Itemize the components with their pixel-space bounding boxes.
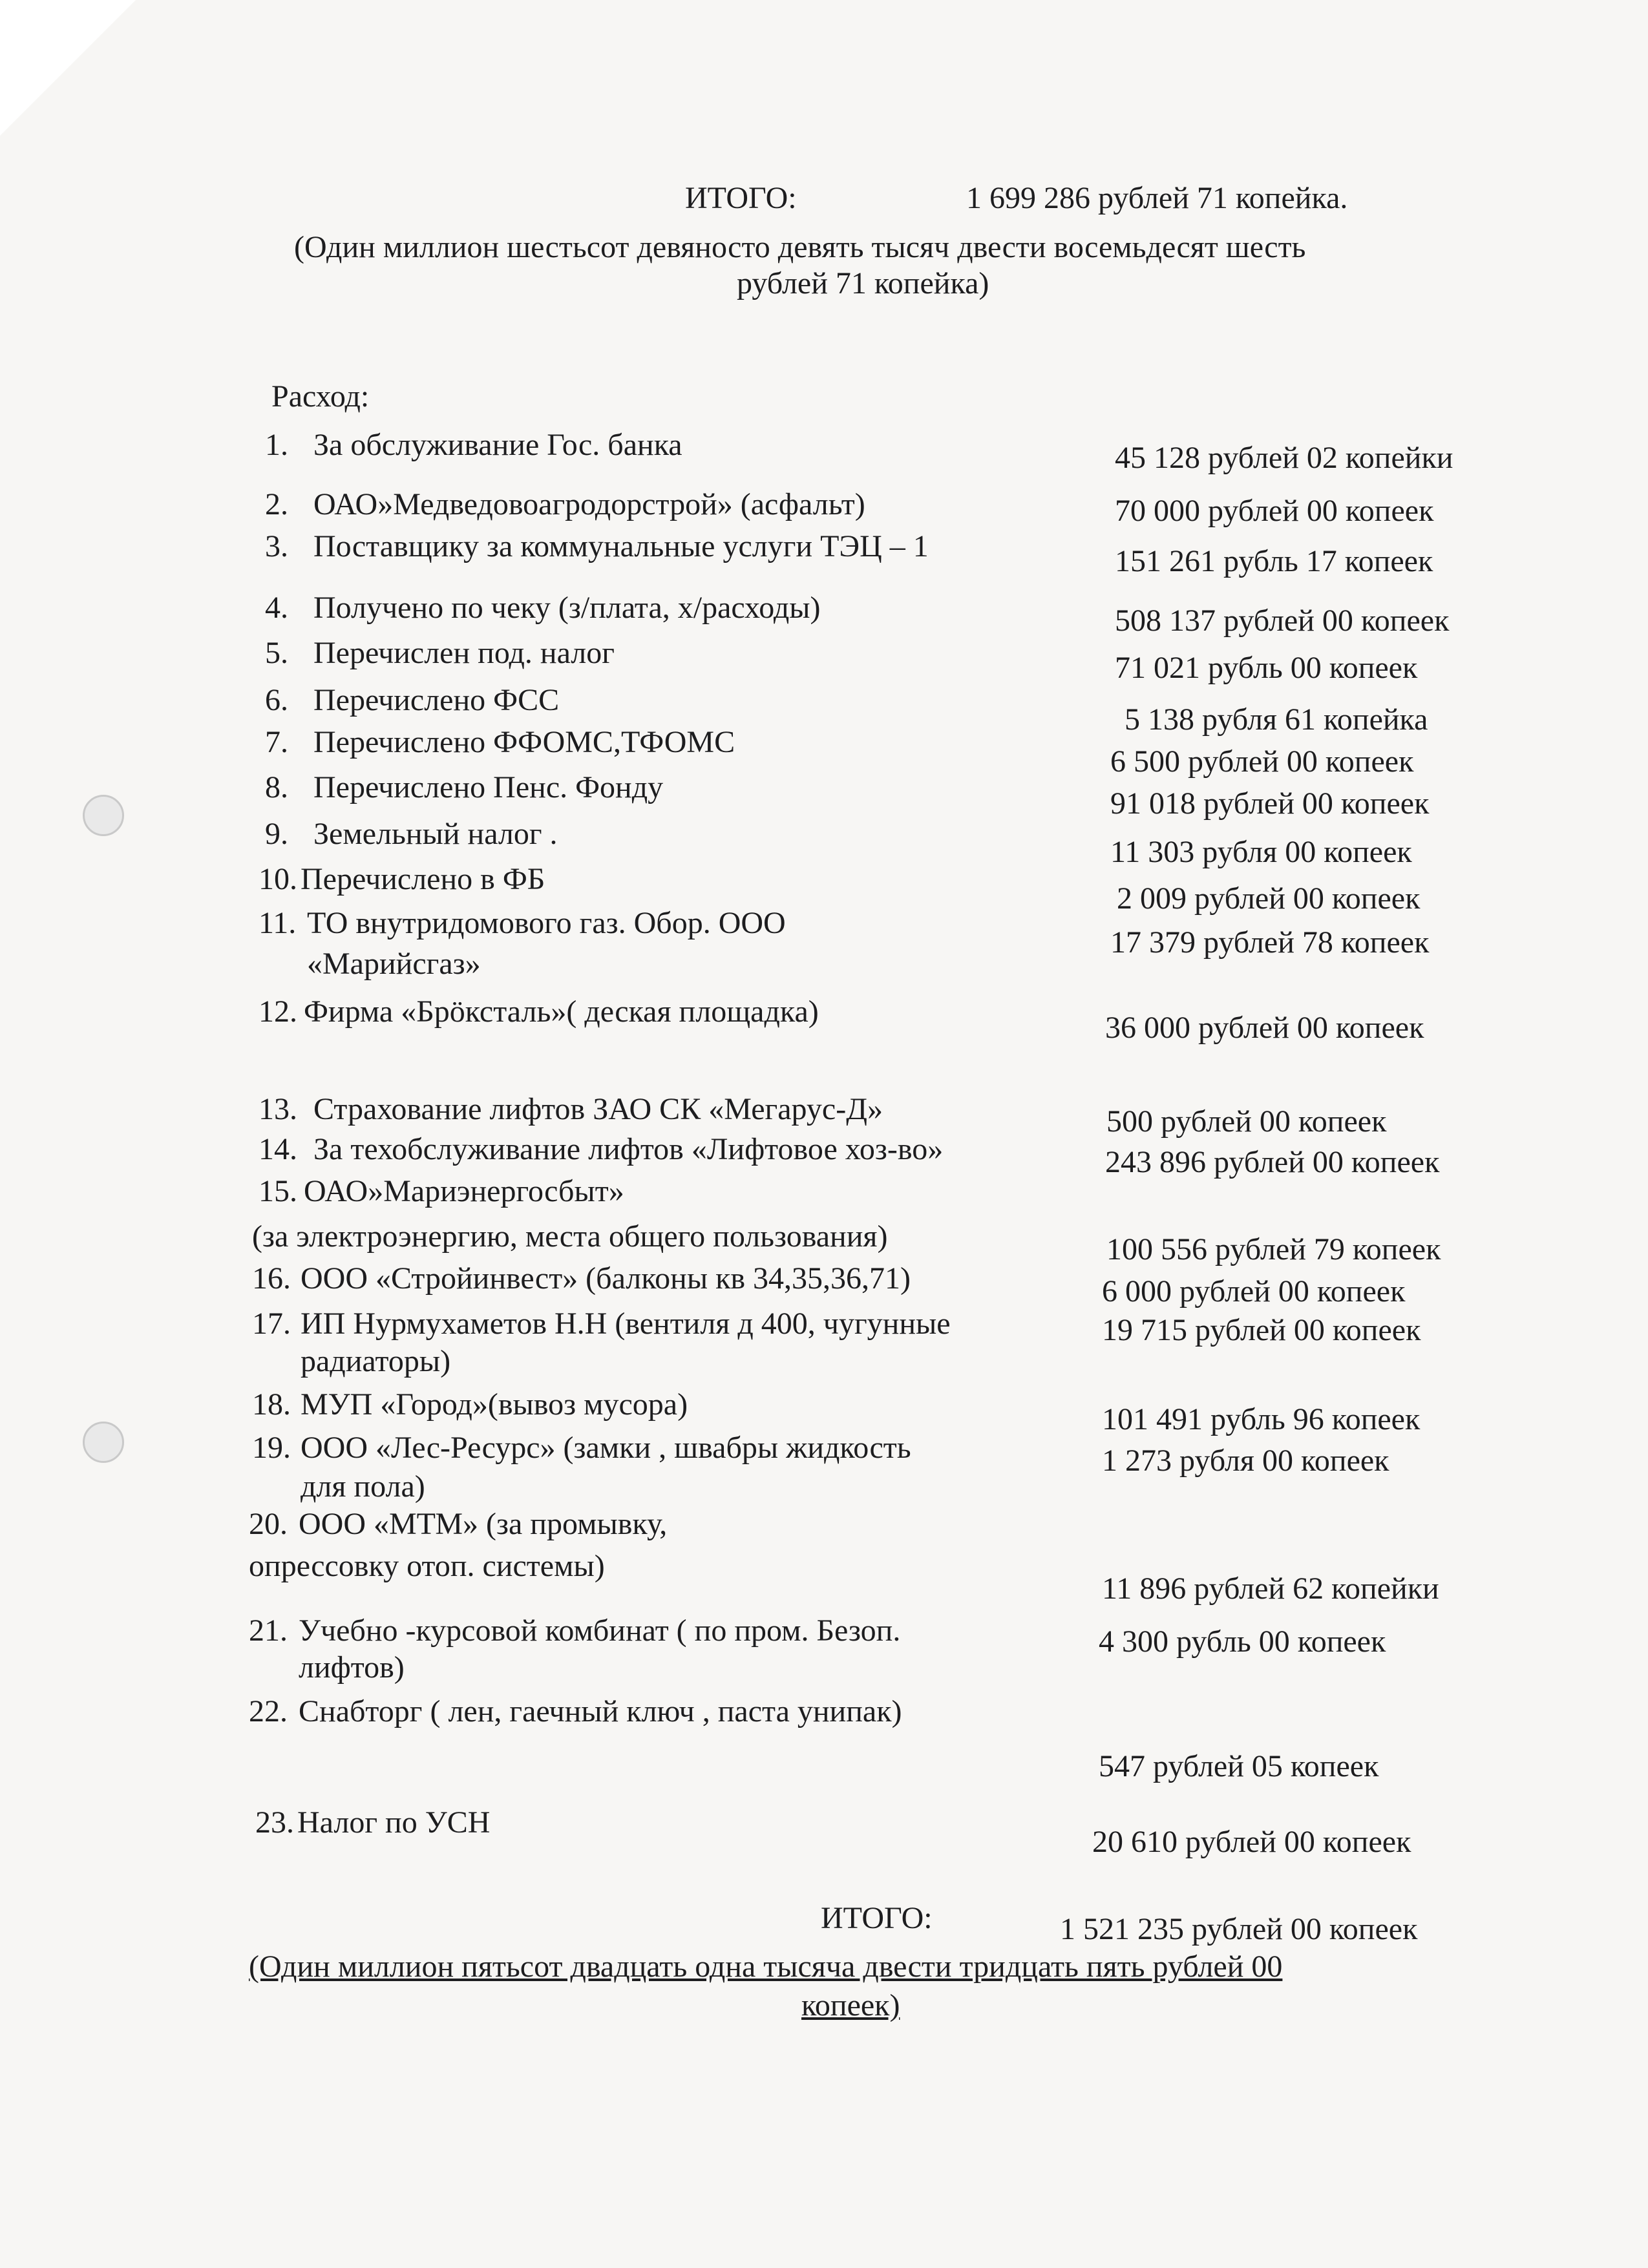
item-label: Страхование лифтов ЗАО СК «Мегарус-Д» — [313, 1092, 883, 1126]
income-total-amount: 1 699 286 рублей 71 копейка. — [966, 181, 1348, 215]
item-label: ООО «МТМ» (за промывку, — [299, 1507, 668, 1541]
expense-total-words-line2: копеек) — [801, 1988, 900, 2022]
item-number: 15. — [259, 1174, 297, 1208]
item-number: 20. — [249, 1507, 288, 1541]
item-label: За обслуживание Гос. банка — [313, 428, 682, 462]
item-label: ООО «Стройинвест» (балконы кв 34,35,36,71) — [301, 1261, 911, 1296]
item-number: 19. — [252, 1431, 291, 1465]
income-total-words-line1: (Один миллион шестьсот девяносто девять тысяч двести восемьдесят шесть — [294, 230, 1306, 264]
item-amount: 5 138 рубля 61 копейка — [1125, 702, 1428, 737]
item-number: 6. — [265, 683, 288, 717]
item-label: Получено по чеку (з/плата, х/расходы) — [313, 591, 821, 625]
item-label-continued: «Марийсгаз» — [307, 947, 481, 981]
item-label-continued: для пола) — [301, 1469, 425, 1504]
item-number: 9. — [265, 817, 288, 851]
item-amount: 151 261 рубль 17 копеек — [1115, 544, 1433, 578]
item-number: 18. — [252, 1387, 291, 1422]
item-label-continued: (за электроэнергию, места общего пользования) — [252, 1219, 888, 1254]
item-label: ОАО»Мариэнергосбыт» — [304, 1174, 624, 1208]
item-amount: 243 896 рублей 00 копеек — [1105, 1145, 1440, 1179]
item-number: 2. — [265, 487, 288, 521]
item-label: ТО внутридомового газ. Обор. ООО — [307, 906, 786, 940]
expense-total-label: ИТОГО: — [821, 1901, 933, 1935]
item-number: 14. — [259, 1132, 297, 1166]
expense-total-words-line1: (Один миллион пятьсот двадцать одна тысяча двести тридцать пять рублей 00 — [249, 1949, 1283, 1984]
item-label: Налог по УСН — [297, 1805, 491, 1840]
item-label: Перечислено Пенс. Фонду — [313, 770, 664, 804]
expense-total-amount: 1 521 235 рублей 00 копеек — [1060, 1912, 1418, 1946]
item-number: 1. — [265, 428, 288, 462]
item-amount: 19 715 рублей 00 копеек — [1102, 1313, 1421, 1347]
item-amount: 6 500 рублей 00 копеек — [1110, 744, 1414, 779]
item-amount: 45 128 рублей 02 копейки — [1115, 441, 1453, 475]
item-label-continued: радиаторы) — [301, 1344, 451, 1378]
item-label: МУП «Город»(вывоз мусора) — [301, 1387, 688, 1422]
item-label: Земельный налог . — [313, 817, 558, 851]
folded-corner — [0, 0, 136, 136]
item-amount: 101 491 рубль 96 копеек — [1102, 1402, 1421, 1436]
item-label: Поставщику за коммунальные услуги ТЭЦ – 1 — [313, 529, 929, 563]
item-number: 22. — [249, 1694, 288, 1728]
punch-hole-bottom — [83, 1422, 124, 1463]
item-number: 5. — [265, 636, 288, 670]
item-amount: 6 000 рублей 00 копеек — [1102, 1274, 1406, 1308]
item-amount: 91 018 рублей 00 копеек — [1110, 786, 1430, 821]
item-amount: 508 137 рублей 00 копеек — [1115, 604, 1450, 638]
item-amount: 11 896 рублей 62 копейки — [1102, 1571, 1439, 1606]
expense-heading: Расход: — [271, 379, 370, 414]
item-label: Перечислено ФСС — [313, 683, 560, 717]
item-amount: 36 000 рублей 00 копеек — [1105, 1011, 1424, 1045]
item-label: Перечислено в ФБ — [301, 862, 545, 896]
item-amount: 2 009 рублей 00 копеек — [1117, 881, 1421, 916]
item-label: ОАО»Медведовоагродорстрой» (асфальт) — [313, 487, 865, 521]
item-number: 13. — [259, 1092, 297, 1126]
item-number: 10. — [259, 862, 297, 896]
item-label: За техобслуживание лифтов «Лифтовое хоз-во» — [313, 1132, 944, 1166]
item-label-continued: лифтов) — [299, 1650, 405, 1685]
item-label: ИП Нурмухаметов Н.Н (вентиля д 400, чугунные — [301, 1307, 951, 1341]
item-label: Перечислено ФФОМС,ТФОМС — [313, 725, 735, 759]
item-amount: 70 000 рублей 00 копеек — [1115, 494, 1434, 528]
item-label-continued: опрессовку отоп. системы) — [249, 1549, 605, 1583]
item-number: 21. — [249, 1613, 288, 1648]
item-amount: 547 рублей 05 копеек — [1099, 1749, 1379, 1783]
item-amount: 71 021 рубль 00 копеек — [1115, 651, 1418, 685]
item-number: 7. — [265, 725, 288, 759]
item-label: Снабторг ( лен, гаечный ключ , паста унипак) — [299, 1694, 902, 1728]
item-amount: 20 610 рублей 00 копеек — [1092, 1825, 1411, 1859]
item-number: 3. — [265, 529, 288, 563]
punch-hole-top — [83, 795, 124, 836]
item-number: 23. — [255, 1805, 294, 1840]
income-total-label: ИТОГО: — [685, 181, 797, 215]
item-label: Перечислен под. налог — [313, 636, 615, 670]
item-amount: 17 379 рублей 78 копеек — [1110, 925, 1430, 960]
item-amount: 100 556 рублей 79 копеек — [1106, 1232, 1441, 1266]
item-label: ООО «Лес-Ресурс» (замки , швабры жидкость — [301, 1431, 911, 1465]
item-number: 12. — [259, 994, 297, 1029]
item-number: 8. — [265, 770, 288, 804]
item-amount: 4 300 рубль 00 копеек — [1099, 1624, 1386, 1659]
item-label: Фирма «Брöксталь»( деская площадка) — [304, 994, 819, 1029]
item-amount: 500 рублей 00 копеек — [1106, 1104, 1387, 1139]
item-amount: 11 303 рубля 00 копеек — [1110, 835, 1412, 869]
income-total-words-line2: рублей 71 копейка) — [737, 266, 989, 300]
item-amount: 1 273 рубля 00 копеек — [1102, 1444, 1389, 1478]
item-number: 17. — [252, 1307, 291, 1341]
item-label: Учебно -курсовой комбинат ( по пром. Безоп. — [299, 1613, 901, 1648]
item-number: 4. — [265, 591, 288, 625]
item-number: 11. — [259, 906, 297, 940]
item-number: 16. — [252, 1261, 291, 1296]
